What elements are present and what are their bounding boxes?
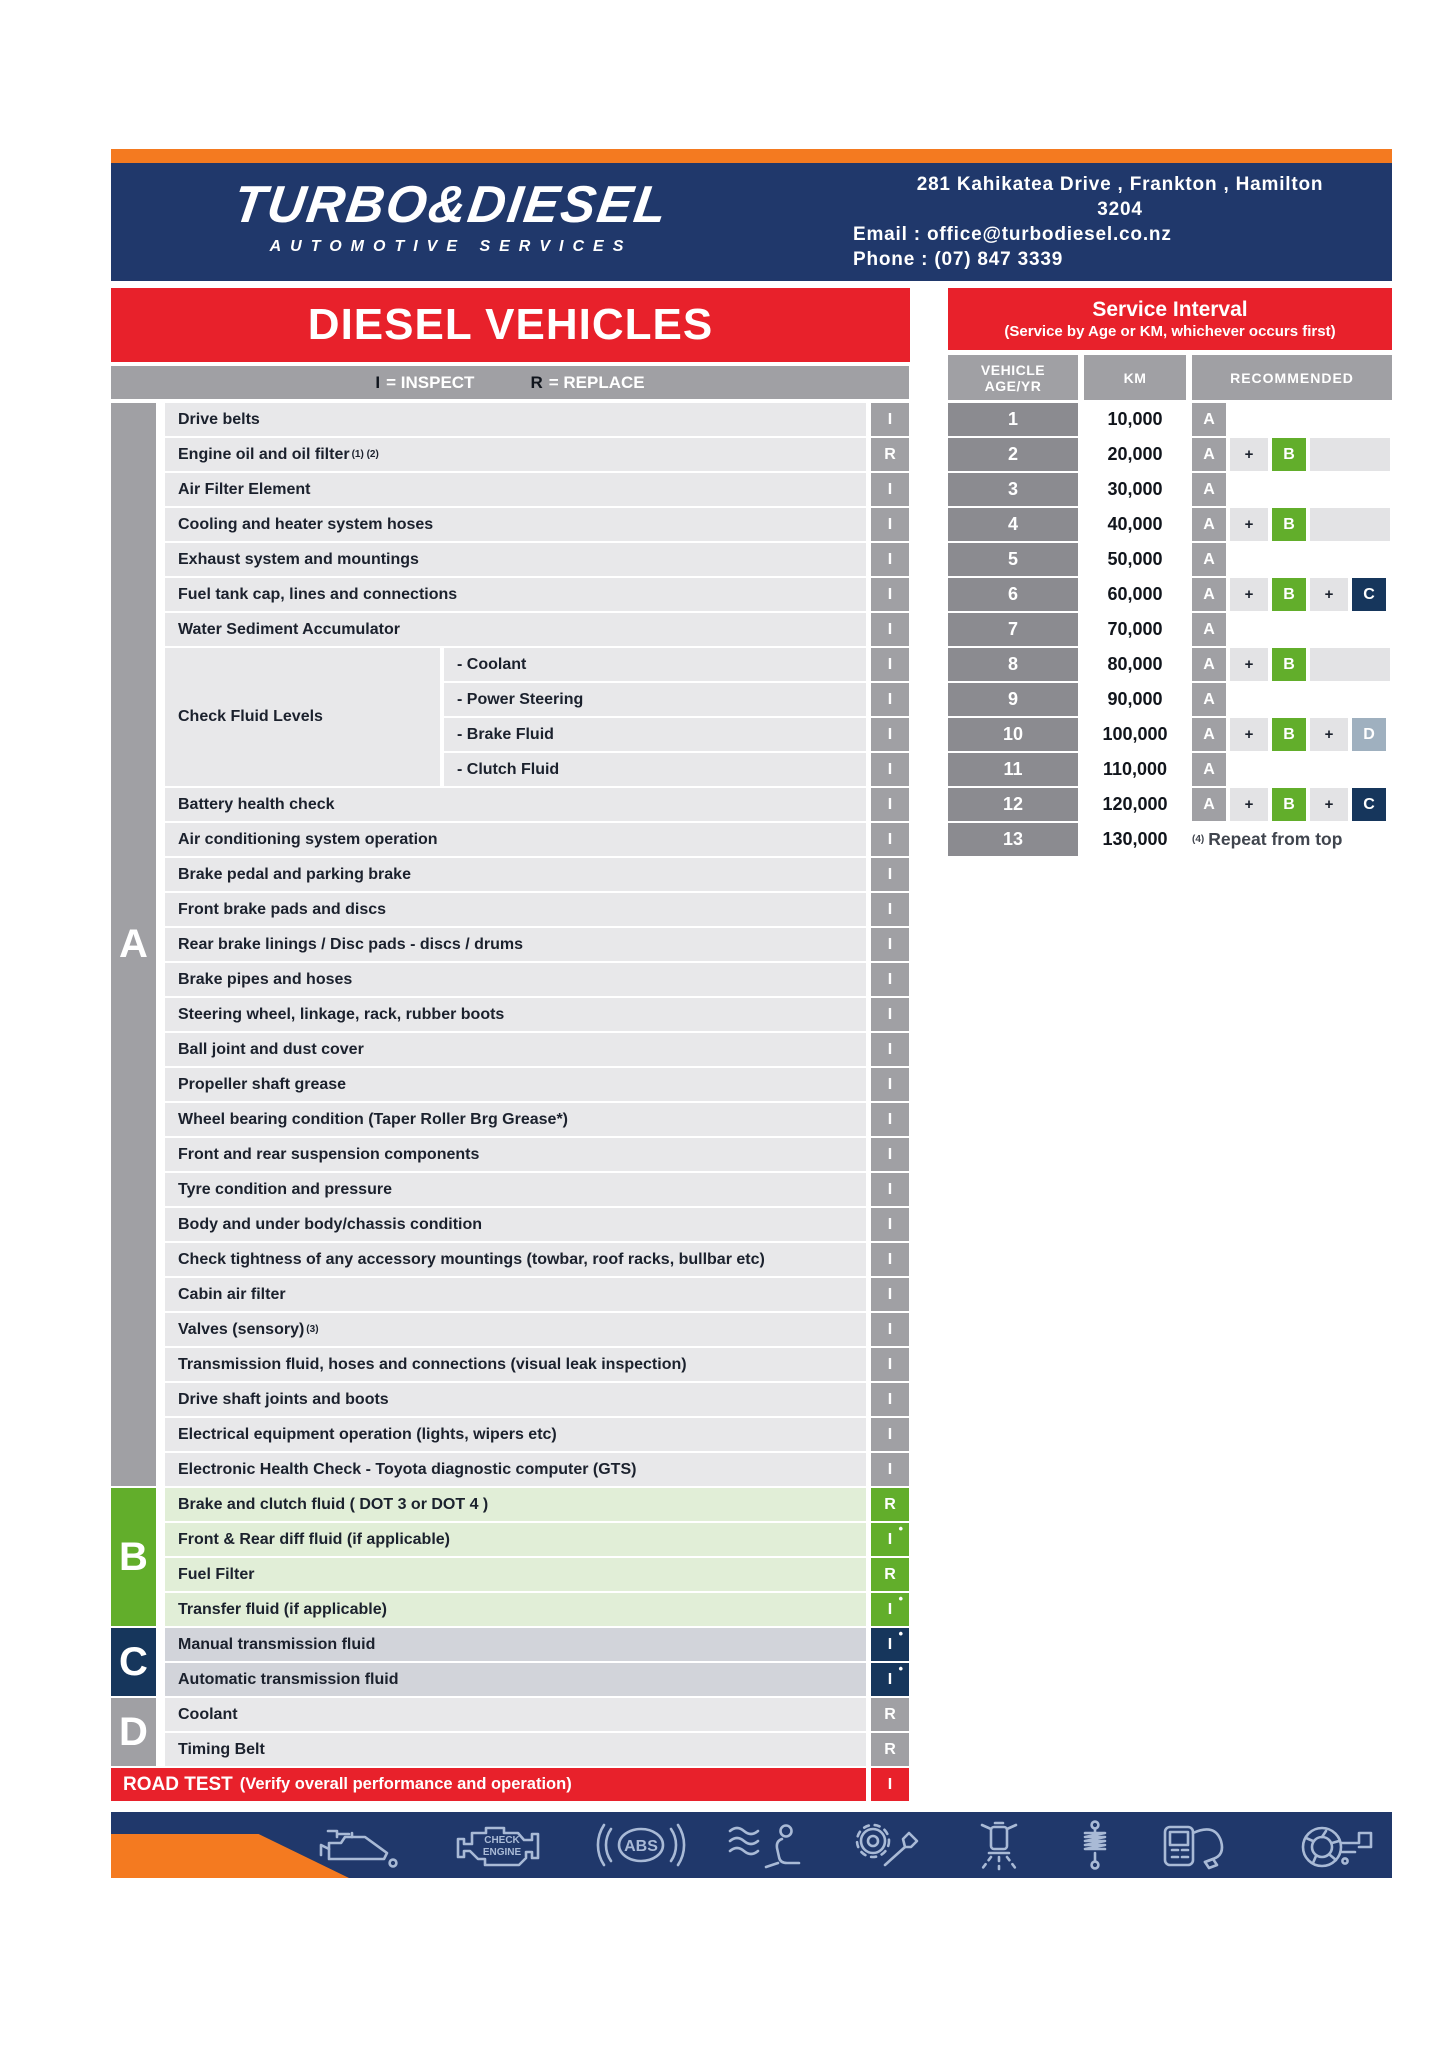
km-cell: 130,000 — [1102, 829, 1168, 849]
road-test-label: ROAD TEST — [123, 1773, 233, 1795]
badge-inspect: I — [871, 823, 909, 856]
list-item: Brake and clutch fluid ( DOT 3 or DOT 4 ) — [165, 1488, 866, 1521]
badge-inspect: I — [871, 508, 909, 541]
recommended-badge-c: C — [1352, 788, 1386, 821]
legend-bar — [111, 366, 909, 399]
km-cell: 60,000 — [1107, 584, 1163, 604]
age-cell: 10 — [948, 718, 1078, 751]
recommended-badge-b: B — [1272, 648, 1306, 681]
legend-inspect-label: = INSPECT — [386, 372, 475, 392]
plus-separator: + — [1230, 508, 1268, 541]
column-header-km: KM — [1084, 355, 1186, 400]
badge-inspect: I — [871, 1033, 909, 1066]
recommended-badge-b: B — [1272, 508, 1306, 541]
list-item: Transfer fluid (if applicable) — [165, 1593, 866, 1626]
recommended-badge-a: A — [1192, 648, 1226, 681]
badge-asterisk: • — [898, 1626, 903, 1641]
badge-inspect: I — [871, 1348, 909, 1381]
recommended-badge-a: A — [1192, 753, 1226, 786]
badge-inspect: I — [871, 578, 909, 611]
section-spine-b: B — [111, 1488, 156, 1626]
section-spine-a: A — [111, 403, 156, 1486]
section-spine-c: C — [111, 1628, 156, 1696]
service-interval-header — [948, 288, 1392, 350]
list-item: Coolant — [165, 1698, 866, 1731]
column-header-age-line2: AGE/YR — [984, 377, 1042, 394]
svg-text:ENGINE: ENGINE — [482, 1847, 522, 1858]
list-item: Valves (sensory) (3) — [165, 1313, 866, 1346]
badge-inspect: I — [871, 1138, 909, 1171]
badge-inspect: I • — [871, 1663, 909, 1696]
badge-replace: R — [871, 1698, 909, 1731]
list-item: Air conditioning system operation — [165, 823, 866, 856]
column-header-age-line1: VEHICLE — [980, 361, 1046, 378]
badge-inspect: I • — [871, 1593, 909, 1626]
brand-logo — [161, 175, 741, 256]
recommended-badge-a: A — [1192, 683, 1226, 716]
plus-separator: + — [1230, 718, 1268, 751]
badge-inspect: I • — [871, 1628, 909, 1661]
list-item: Cabin air filter — [165, 1278, 866, 1311]
age-cell: 13 — [948, 823, 1078, 856]
abs-icon — [595, 1819, 687, 1871]
repeat-note-footnote: (4) — [1192, 834, 1205, 845]
plus-separator: + — [1230, 788, 1268, 821]
recommended-badge-b: B — [1272, 438, 1306, 471]
badge-inspect: I — [871, 648, 909, 681]
km-cell: 40,000 — [1107, 514, 1163, 534]
list-item: - Clutch Fluid — [444, 753, 866, 786]
recommended-badge-a: A — [1192, 718, 1226, 751]
age-cell: 11 — [948, 753, 1078, 786]
list-item: - Coolant — [444, 648, 866, 681]
badge-inspect: I — [871, 1103, 909, 1136]
recommended-badge-a: A — [1192, 613, 1226, 646]
badge-asterisk: • — [898, 1521, 903, 1536]
age-cell: 5 — [948, 543, 1078, 576]
badge-inspect: I — [871, 1453, 909, 1486]
km-cell: 80,000 — [1107, 654, 1163, 674]
age-cell: 8 — [948, 648, 1078, 681]
list-item: Electronic Health Check - Toyota diagnostic computer (GTS) — [165, 1453, 866, 1486]
plus-separator: + — [1310, 578, 1348, 611]
km-cell: 120,000 — [1102, 794, 1168, 814]
climate-seat-icon — [722, 1819, 810, 1871]
recommended-badge-a: A — [1192, 403, 1226, 436]
badge-inspect: I — [871, 858, 909, 891]
badge-inspect: I — [871, 1383, 909, 1416]
shock-absorber-icon — [1070, 1819, 1120, 1871]
list-item: Fuel tank cap, lines and connections — [165, 578, 866, 611]
page-title: DIESEL VEHICLES — [111, 288, 910, 362]
recommended-trailing-strip — [1310, 438, 1390, 471]
recommended-badge-b: B — [1272, 788, 1306, 821]
badge-inspect: I — [871, 1418, 909, 1451]
badge-replace: R — [871, 438, 909, 471]
repeat-note: (4) Repeat from top — [1192, 829, 1343, 849]
badge-inspect: I — [871, 788, 909, 821]
badge-inspect: I — [871, 1068, 909, 1101]
list-item: Fuel Filter — [165, 1558, 866, 1591]
contact-block — [853, 172, 1387, 272]
turbo-icon — [1282, 1819, 1386, 1871]
plus-separator: + — [1230, 648, 1268, 681]
section-spine-d: D — [111, 1698, 156, 1766]
age-cell: 9 — [948, 683, 1078, 716]
recommended-trailing-strip — [1310, 648, 1390, 681]
list-item: Automatic transmission fluid — [165, 1663, 866, 1696]
badge-replace: R — [871, 1558, 909, 1591]
list-item: Battery health check — [165, 788, 866, 821]
km-cell: 30,000 — [1107, 479, 1163, 499]
list-item: Brake pedal and parking brake — [165, 858, 866, 891]
badge-asterisk: • — [898, 1661, 903, 1676]
brand-tagline: AUTOMOTIVE SERVICES — [269, 238, 633, 255]
oil-can-icon — [311, 1819, 407, 1871]
list-item: Body and under body/chassis condition — [165, 1208, 866, 1241]
badge-inspect: I — [871, 1243, 909, 1276]
badge-inspect: I — [871, 753, 909, 786]
recommended-badge-a: A — [1192, 788, 1226, 821]
list-item: - Brake Fluid — [444, 718, 866, 751]
road-test-badge: I — [871, 1768, 909, 1801]
svg-text:CHECK: CHECK — [484, 1835, 520, 1846]
list-item: Water Sediment Accumulator — [165, 613, 866, 646]
recommended-badge-a: A — [1192, 508, 1226, 541]
badge-inspect: I — [871, 683, 909, 716]
recommended-badge-a: A — [1192, 438, 1226, 471]
check-engine-icon — [442, 1819, 560, 1871]
age-cell: 7 — [948, 613, 1078, 646]
badge-inspect: I — [871, 1208, 909, 1241]
km-cell: 10,000 — [1107, 409, 1163, 429]
badge-asterisk: • — [898, 1591, 903, 1606]
list-item: Rear brake linings / Disc pads - discs / drums — [165, 928, 866, 961]
badge-inspect: I — [871, 1313, 909, 1346]
plus-separator: + — [1310, 788, 1348, 821]
list-item: Cooling and heater system hoses — [165, 508, 866, 541]
phone-line: Phone : (07) 847 3339 — [853, 249, 1064, 270]
km-cell: 20,000 — [1107, 444, 1163, 464]
badge-replace: R — [871, 1733, 909, 1766]
column-header-age — [948, 355, 1078, 400]
badge-inspect: I — [871, 1278, 909, 1311]
recommended-badge-d: D — [1352, 718, 1386, 751]
list-item: Wheel bearing condition (Taper Roller Brg Grease*) — [165, 1103, 866, 1136]
recommended-badge-b: B — [1272, 718, 1306, 751]
list-item: Front & Rear diff fluid (if applicable) — [165, 1523, 866, 1556]
badge-inspect: I — [871, 963, 909, 996]
badge-inspect: I — [871, 543, 909, 576]
age-cell: 2 — [948, 438, 1078, 471]
group-label-cell: Check Fluid Levels — [165, 648, 440, 786]
footer-band — [111, 1812, 1392, 1878]
badge-replace: R — [871, 1488, 909, 1521]
list-item: Drive belts — [165, 403, 866, 436]
road-test-row — [111, 1768, 866, 1801]
address-line1: 281 Kahikatea Drive , Frankton , Hamilton — [916, 174, 1324, 195]
age-cell: 1 — [948, 403, 1078, 436]
list-item: Timing Belt — [165, 1733, 866, 1766]
badge-inspect: I — [871, 473, 909, 506]
list-item: Electrical equipment operation (lights, wipers etc) — [165, 1418, 866, 1451]
list-item: Check tightness of any accessory mountings (towbar, roof racks, bullbar etc) — [165, 1243, 866, 1276]
badge-inspect: I — [871, 1173, 909, 1206]
list-item: Front brake pads and discs — [165, 893, 866, 926]
spray-gun-icon — [965, 1819, 1035, 1871]
km-cell: 50,000 — [1107, 549, 1163, 569]
legend-inspect-key: I — [375, 372, 381, 392]
plus-separator: + — [1230, 438, 1268, 471]
list-item: - Power Steering — [444, 683, 866, 716]
list-item: Steering wheel, linkage, rack, rubber boots — [165, 998, 866, 1031]
recommended-badge-b: B — [1272, 578, 1306, 611]
badge-inspect: I — [871, 998, 909, 1031]
service-interval-subtitle: (Service by Age or KM, whichever occurs first) — [1004, 323, 1336, 340]
gear-wrench-icon — [845, 1819, 931, 1871]
badge-inspect: I • — [871, 1523, 909, 1556]
list-item: Brake pipes and hoses — [165, 963, 866, 996]
diagnostic-scanner-icon — [1155, 1819, 1247, 1871]
list-item: Exhaust system and mountings — [165, 543, 866, 576]
list-item: Air Filter Element — [165, 473, 866, 506]
list-item: Ball joint and dust cover — [165, 1033, 866, 1066]
badge-inspect: I — [871, 613, 909, 646]
footer-icon-strip — [311, 1812, 1386, 1878]
list-item: Drive shaft joints and boots — [165, 1383, 866, 1416]
email-line: Email : office@turbodiesel.co.nz — [853, 224, 1172, 245]
recommended-trailing-strip — [1310, 508, 1390, 541]
list-item: Front and rear suspension components — [165, 1138, 866, 1171]
km-cell: 110,000 — [1102, 759, 1168, 779]
age-cell: 12 — [948, 788, 1078, 821]
column-header-recommended: RECOMMENDED — [1192, 355, 1392, 400]
recommended-badge-c: C — [1352, 578, 1386, 611]
km-cell: 90,000 — [1107, 689, 1163, 709]
age-cell: 3 — [948, 473, 1078, 506]
brand-name: TURBO&DIESEL — [229, 176, 673, 234]
km-cell: 70,000 — [1107, 619, 1163, 639]
age-cell: 4 — [948, 508, 1078, 541]
badge-inspect: I — [871, 403, 909, 436]
age-cell: 6 — [948, 578, 1078, 611]
recommended-badge-a: A — [1192, 543, 1226, 576]
recommended-badge-a: A — [1192, 473, 1226, 506]
recommended-badge-a: A — [1192, 578, 1226, 611]
badge-inspect: I — [871, 928, 909, 961]
legend-replace-key: R — [530, 372, 543, 392]
list-item: Manual transmission fluid — [165, 1628, 866, 1661]
list-item: Tyre condition and pressure — [165, 1173, 866, 1206]
badge-inspect: I — [871, 718, 909, 751]
badge-inspect: I — [871, 893, 909, 926]
plus-separator: + — [1310, 718, 1348, 751]
road-test-sublabel: (Verify overall performance and operation) — [239, 1775, 572, 1793]
masthead — [111, 163, 1392, 281]
address-line2: 3204 — [1097, 199, 1143, 220]
legend-replace-label: = REPLACE — [548, 372, 645, 392]
service-interval-title: Service Interval — [1092, 298, 1248, 321]
svg-text:ABS: ABS — [623, 1838, 658, 1855]
list-item: Propeller shaft grease — [165, 1068, 866, 1101]
plus-separator: + — [1230, 578, 1268, 611]
list-item: Transmission fluid, hoses and connections (visual leak inspection) — [165, 1348, 866, 1381]
top-accent-stripe — [111, 149, 1392, 163]
km-cell: 100,000 — [1102, 724, 1168, 744]
list-item: Engine oil and oil filter (1) (2) — [165, 438, 866, 471]
